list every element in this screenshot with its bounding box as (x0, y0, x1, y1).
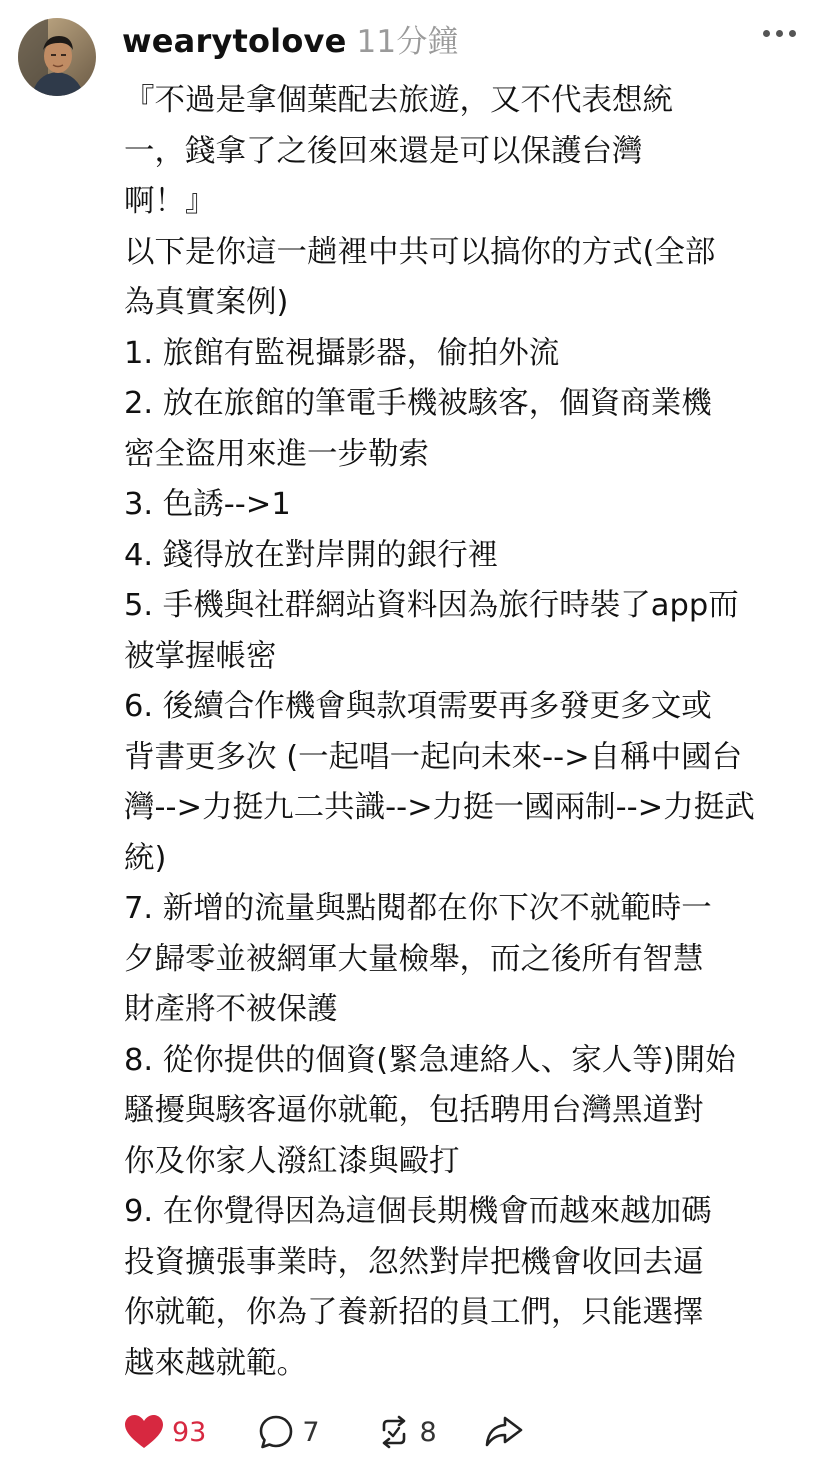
more-dots-icon (776, 30, 783, 37)
more-options-button[interactable] (763, 30, 796, 37)
share-button[interactable] (485, 1414, 523, 1450)
more-dots-icon (763, 30, 770, 37)
repost-count: 8 (419, 1416, 437, 1448)
post-header (122, 16, 459, 61)
post-text-line: 騷擾與駭客逼你就範，包括聘用台灣黑道對 (124, 1093, 704, 1128)
repost-icon (376, 1414, 412, 1450)
post-text-line: 啊！』 (124, 184, 216, 219)
post-text-line: 『不過是拿個葉配去旅遊，又不代表想統 (124, 83, 673, 118)
post-text-line: 你就範，你為了養新招的員工們，只能選擇 (124, 1295, 704, 1330)
post-text-line: 財產將不被保護 (124, 992, 338, 1027)
speech-bubble-icon (258, 1414, 294, 1450)
send-icon (485, 1414, 523, 1450)
post-text-line: 被掌握帳密 (124, 638, 277, 674)
post-text-line: 夕歸零並被網軍大量檢舉，而之後所有智慧 (124, 941, 704, 977)
post-actions (124, 1410, 523, 1454)
post-text-line: 投資擴張事業時，忽然對岸把機會收回去逼 (124, 1244, 704, 1280)
author-name[interactable]: wearytolove (122, 22, 347, 60)
post-text-line: 1. 旅館有監視攝影器，偷拍外流 (124, 335, 560, 371)
post-text-line: 你及你家人潑紅漆與毆打 (124, 1143, 460, 1179)
post-timestamp: 11分鐘 (356, 24, 459, 60)
reply-button[interactable] (258, 1414, 319, 1450)
post-text-line: 為真實案例) (124, 285, 289, 320)
avatar-photo (18, 18, 96, 96)
post-text-line: 9. 在你覺得因為這個長期機會而越來越加碼 (124, 1194, 712, 1229)
post-text-line: 灣-->力挺九二共識-->力挺一國兩制-->力挺武 (124, 790, 755, 825)
post-text-line: 4. 錢得放在對岸開的銀行裡 (124, 537, 499, 573)
reply-count: 7 (302, 1416, 320, 1448)
like-count: 93 (172, 1416, 207, 1448)
post-text-line: 7. 新增的流量與點閱都在你下次不就範時一 (124, 891, 712, 926)
post-text-line: 5. 手機與社群網站資料因為旅行時裝了app而 (124, 588, 739, 623)
heart-icon (124, 1414, 164, 1450)
post-text-line: 8. 從你提供的個資(緊急連絡人、家人等)開始 (124, 1042, 736, 1078)
post-text-line: 6. 後續合作機會與款項需要再多發更多文或 (124, 689, 712, 724)
post-text-line: 3. 色誘-->1 (124, 487, 291, 522)
post-text-line: 一，錢拿了之後回來還是可以保護台灣 (124, 133, 643, 169)
post-text-line: 越來越就範。 (124, 1345, 307, 1381)
post-text-line: 密全盜用來進一步勒索 (124, 436, 429, 472)
like-button[interactable] (124, 1414, 206, 1450)
post-text-line: 以下是你這一趟裡中共可以搞你的方式(全部 (124, 234, 716, 270)
repost-button[interactable] (376, 1414, 437, 1450)
avatar[interactable] (18, 18, 96, 96)
post-body (124, 76, 814, 1389)
post-text-line: 統) (124, 840, 167, 876)
post-text-line: 背書更多次 (一起唱一起向未來-->自稱中國台 (124, 739, 743, 775)
more-dots-icon (789, 30, 796, 37)
post-text-line: 2. 放在旅館的筆電手機被駭客，個資商業機 (124, 386, 712, 421)
